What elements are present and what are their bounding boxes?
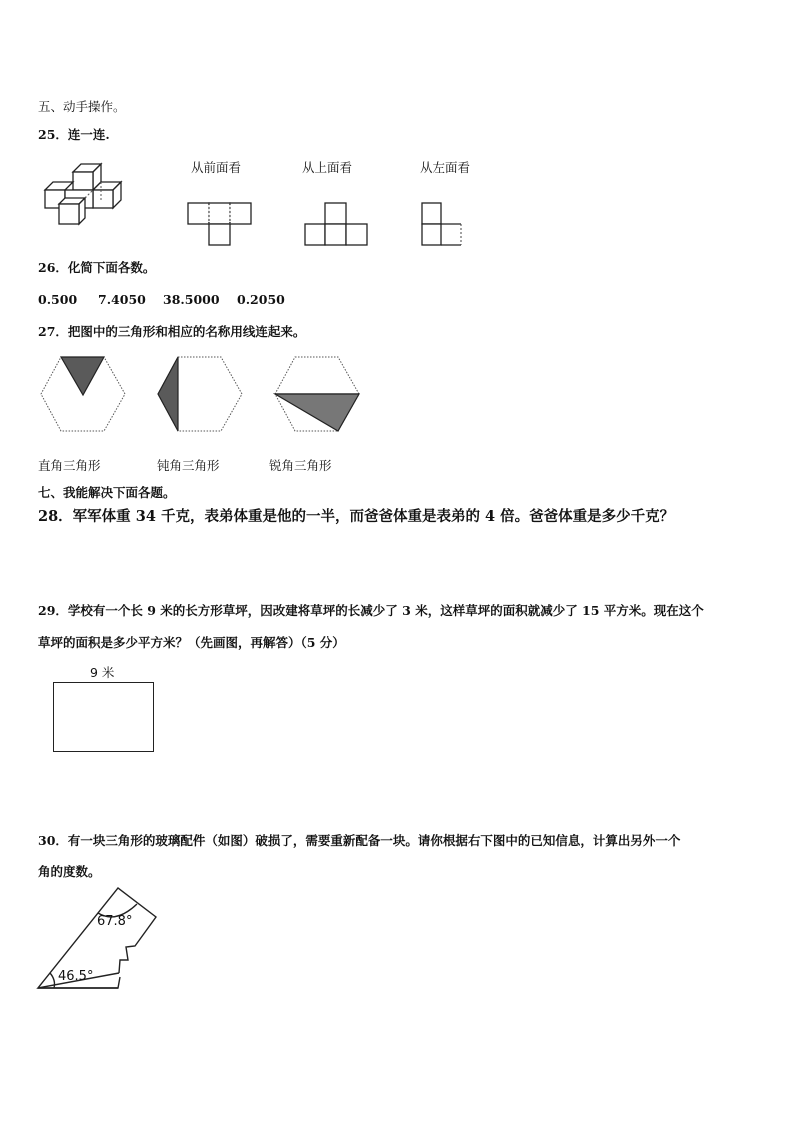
question-29-line-2: 草坪的面积是多少平方米？（先画图，再解答）（5 分） (38, 635, 345, 650)
number-3: 38.5000 (163, 292, 220, 307)
hexagon-obtuse-triangle (156, 355, 244, 435)
angle-label-left: 46.5° (58, 969, 94, 984)
broken-triangle-figure (36, 884, 166, 994)
front-view-shape (187, 202, 253, 246)
question-29-line-1: 29．学校有一个长 9 米的长方形草坪，因改建将草坪的长减少了 3 米，这样草坪的面积就减少了 15 平方米。现在这个 (38, 603, 704, 618)
section-7-heading: 七、我能解决下面各题。 (38, 485, 176, 500)
angle-label-top: 67.8° (97, 914, 133, 929)
section-5-heading: 五、动手操作。 (38, 99, 126, 114)
view-label-front: 从前面看 (191, 160, 242, 175)
triangle-name-right: 直角三角形 (38, 458, 101, 473)
question-28-prompt: 28．军军体重 34 千克，表弟体重是他的一半，而爸爸体重是表弟的 4 倍。爸爸体重是多少千克？ (38, 508, 675, 525)
view-label-left: 从左面看 (420, 160, 471, 175)
cube-stack-figure (40, 158, 140, 230)
triangle-name-obtuse: 钝角三角形 (157, 458, 220, 473)
number-2: 7.4050 (98, 292, 146, 307)
question-27-prompt: 27．把图中的三角形和相应的名称用线连起来。 (38, 324, 306, 339)
hexagon-right-triangle (39, 355, 127, 435)
view-label-top: 从上面看 (302, 160, 353, 175)
number-1: 0.500 (38, 292, 78, 307)
rectangle-length-label: 9 米 (90, 665, 115, 680)
question-26-prompt: 26．化简下面各数。 (38, 260, 156, 275)
question-25-prompt: 25．连一连. (38, 127, 110, 142)
question-30-line-2: 角的度数。 (38, 864, 101, 879)
hexagon-acute-triangle (273, 355, 361, 435)
number-4: 0.2050 (237, 292, 285, 307)
lawn-rectangle (53, 682, 154, 752)
left-view-shape (421, 202, 465, 246)
top-view-shape (304, 202, 368, 246)
question-30-line-1: 30．有一块三角形的玻璃配件（如图）破损了，需要重新配备一块。请你根据右下图中的已知信息，计算出另外一个 (38, 833, 681, 848)
triangle-name-acute: 锐角三角形 (269, 458, 332, 473)
